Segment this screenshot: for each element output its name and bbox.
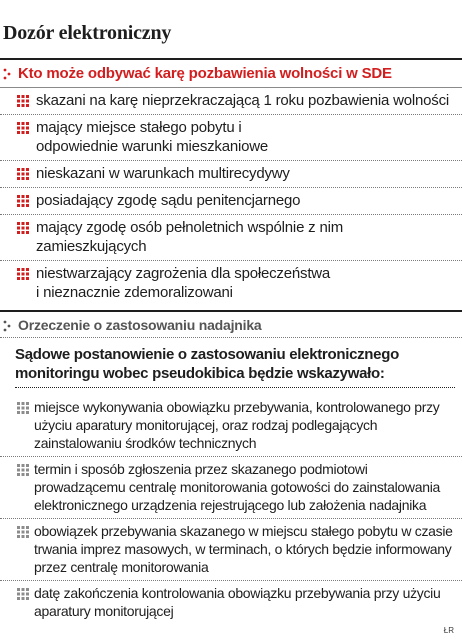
grid-bullet-icon <box>17 122 29 134</box>
dots-marker-icon <box>3 68 15 80</box>
grid-bullet-icon <box>17 402 29 414</box>
section-eligibility-title: Kto może odbywać karę pozbawienia wolności w SDE <box>18 65 392 82</box>
list-item <box>0 457 462 519</box>
list-item <box>0 519 462 581</box>
grid-bullet-icon <box>17 168 29 180</box>
list-item-text: posiadający zgodę sądu penitencjarnego <box>36 192 301 209</box>
list-item <box>0 395 462 457</box>
dots-marker-icon <box>3 320 15 332</box>
list-item <box>0 581 462 624</box>
page-title: Dozór elektroniczny <box>3 22 172 44</box>
grid-bullet-icon <box>17 195 29 207</box>
list-item-text: mający zgodę osób pełnoletnich wspólnie z nim zamieszkujących <box>36 219 344 255</box>
section-ruling-header <box>0 310 462 338</box>
ruling-list <box>0 395 462 624</box>
list-item-text: obowiązek przebywania skazanego w miejscu stałego pobytu w czasie trwania imprez masowych, w terminach, o których będzie informowany przez centralę monitorowania <box>34 523 453 575</box>
list-item <box>0 115 462 161</box>
ruling-lead-text: Sądowe postanowienie o zastosowaniu elektronicznego monitoringu wobec pseudokibica będzie wskazywało: <box>15 346 399 382</box>
grid-bullet-icon <box>17 464 29 476</box>
grid-bullet-icon <box>17 526 29 538</box>
list-item <box>0 261 462 306</box>
list-item-text: termin i sposób zgłoszenia przez skazanego podmiotowi prowadzącemu centralę monitorowania gotowości do zainstalowania elektronicznego urządzenia rejestrującego lub założenia nadajnika <box>34 461 441 513</box>
list-item-text: niestwarzający zagrożenia dla społeczeństwa i nieznacznie zdemoralizowani <box>36 265 331 301</box>
list-item-text: datę zakończenia kontrolowania obowiązku przebywania przy użyciu aparatury monitorującej <box>34 585 441 619</box>
section-ruling-title: Orzeczenie o zastosowaniu nadajnika <box>18 317 262 333</box>
section-eligibility-header <box>0 58 462 88</box>
grid-bullet-icon <box>17 95 29 107</box>
grid-bullet-icon <box>17 268 29 280</box>
list-item <box>0 215 462 261</box>
eligibility-list <box>0 88 462 306</box>
list-item-text: mający miejsce stałego pobytu i odpowiednie warunki mieszkaniowe <box>36 119 269 155</box>
list-item <box>0 161 462 188</box>
list-item-text: nieskazani w warunkach multirecydywy <box>36 165 290 182</box>
list-item <box>0 88 462 115</box>
divider <box>15 387 455 388</box>
author-credit: ŁR <box>443 626 454 635</box>
grid-bullet-icon <box>17 222 29 234</box>
list-item-text: miejsce wykonywania obowiązku przebywania, kontrolowanego przy użyciu aparatury monitorującej, oraz rodzaj podlegających zainstalowaniu środków technicznych <box>34 399 440 451</box>
grid-bullet-icon <box>17 588 29 600</box>
list-item-text: skazani na karę nieprzekraczającą 1 roku pozbawienia wolności <box>36 92 450 109</box>
list-item <box>0 188 462 215</box>
